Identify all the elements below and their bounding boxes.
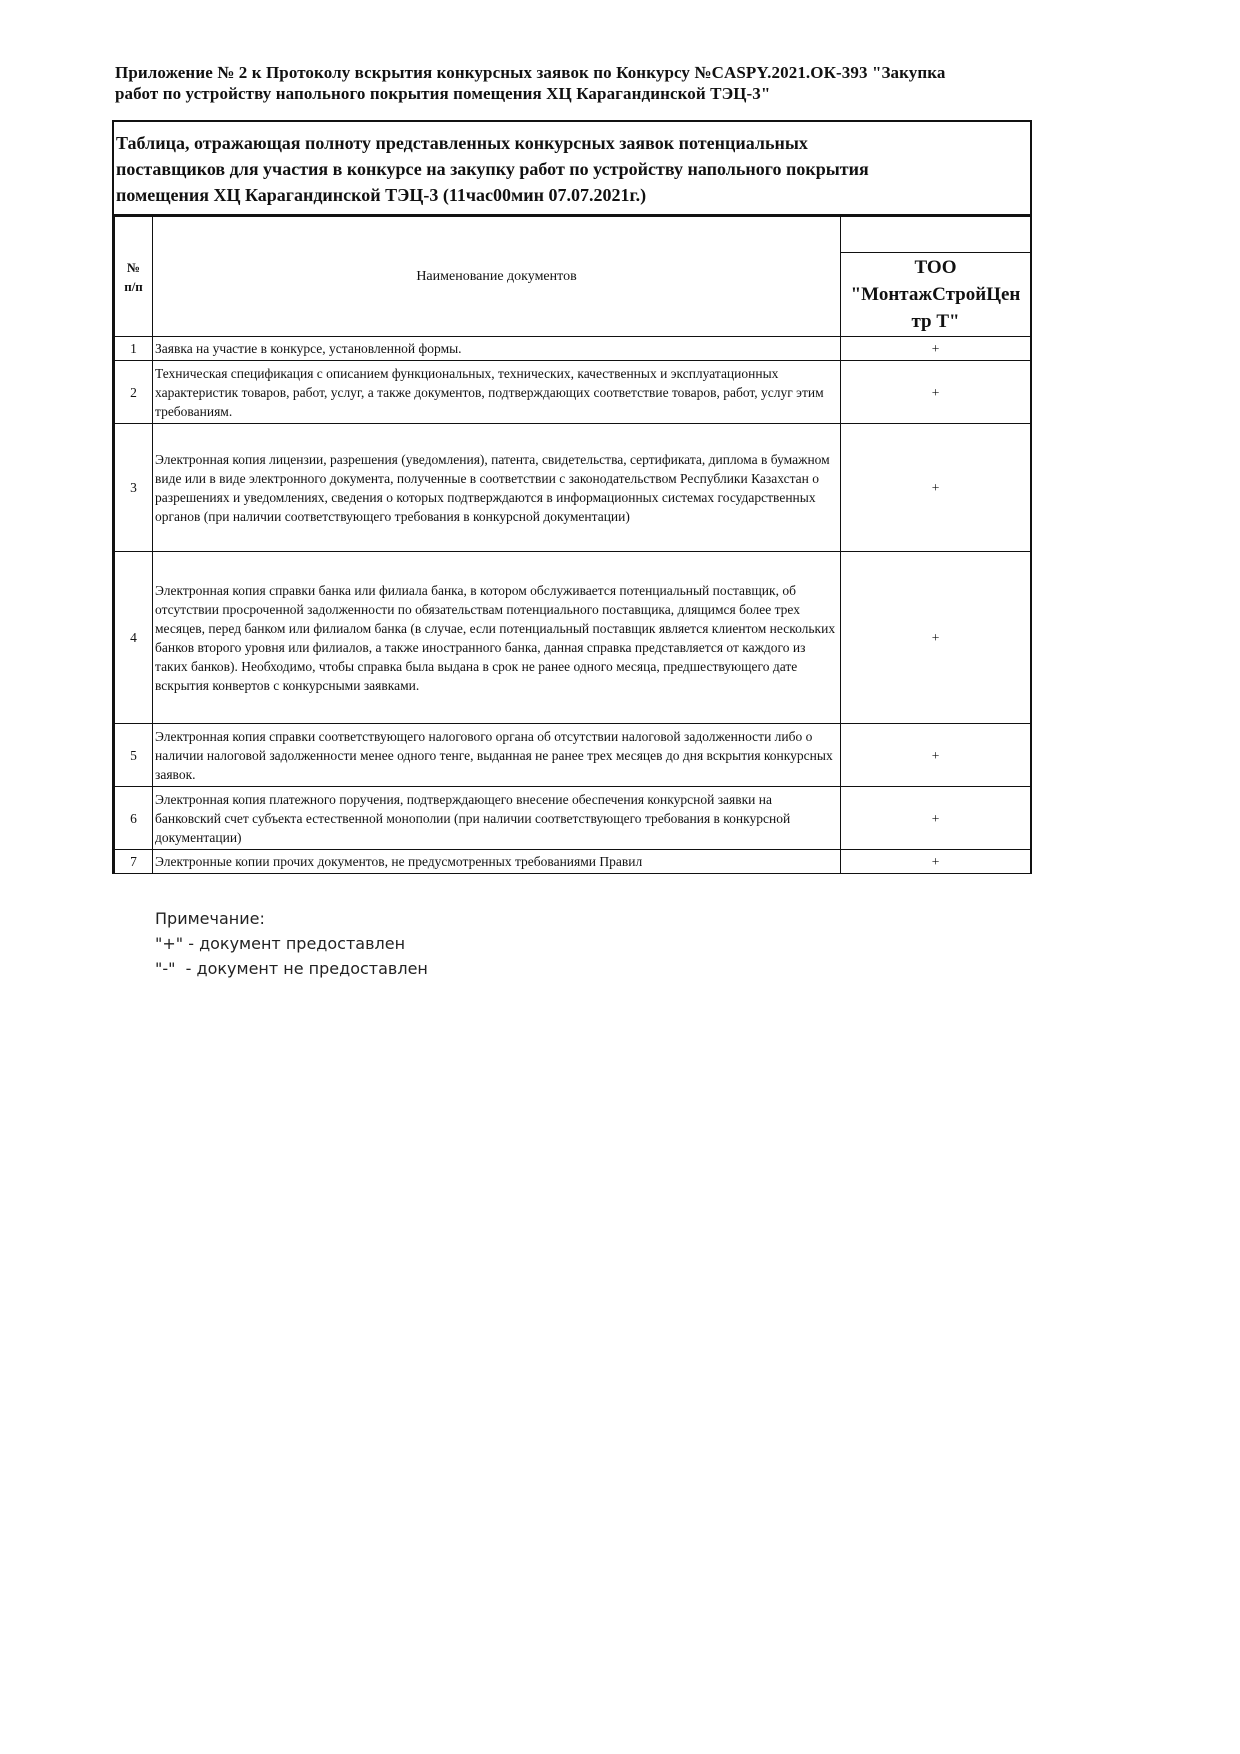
status-mark: + [841,361,1031,424]
status-mark: + [841,724,1031,787]
row-number: 5 [115,724,153,787]
document-name: Электронные копии прочих документов, не предусмотренных требованиями Правил [153,850,841,874]
document-name: Техническая спецификация с описанием функциональных, технических, качественных и эксплуатационных характеристик товаров, работ, услуг, а также документов, подтверждающих соответствие товаров, работ, услуг этим требованиям. [153,361,841,424]
document-name: Электронная копия платежного поручения, подтверждающего внесение обеспечения конкурсной заявки на банковский счет субъекта естественной монополии (при наличии соответствующего требования в конкурсной документации) [153,787,841,850]
status-mark: + [841,850,1031,874]
header-line-1: Приложение № 2 к Протоколу вскрытия конкурсных заявок по Конкурсу №CASPY.2021.ОК-393 "Закупка [115,63,946,82]
table-row [115,361,1031,424]
document-header [115,62,1035,104]
row-number: 3 [115,424,153,552]
header-line-2: работ по устройству напольного покрытия помещения ХЦ Карагандинской ТЭЦ-3" [115,84,771,103]
supplier-name-line-2: "МонтажСтройЦен [850,284,1021,305]
table-row [115,850,1031,874]
table-row [115,424,1031,552]
row-number: 4 [115,552,153,724]
column-header-number [115,217,153,337]
legend-note [155,906,428,981]
table-row [115,724,1031,787]
completeness-table-frame [112,120,1032,874]
column-header-number-line-1: № [126,259,141,275]
note-minus-legend: "-" - документ не предоставлен [155,959,428,978]
note-plus-legend: "+" - документ предоставлен [155,934,406,953]
table-row [115,552,1031,724]
table-title-line-2: поставщиков для участия в конкурсе на закупку работ по устройству напольного покрытия [116,159,869,179]
row-number: 6 [115,787,153,850]
column-header-documents: Наименование документов [153,217,841,337]
status-mark: + [841,424,1031,552]
table-row [115,337,1031,361]
table-header-spacer-row [115,217,1031,253]
row-number: 1 [115,337,153,361]
status-mark: + [841,337,1031,361]
supplier-header-blank-cell [841,217,1031,253]
supplier-name-line-1: ТОО [914,257,957,278]
table-title-line-3: помещения ХЦ Карагандинской ТЭЦ-3 (11час00мин 07.07.2021г.) [116,185,647,205]
document-name: Заявка на участие в конкурсе, установленной формы. [153,337,841,361]
document-name: Электронная копия справки банка или филиала банка, в котором обслуживается потенциальный поставщик, об отсутствии просроченной задолженности по обязательствам потенциального поставщика, длящимся более трех месяцев, перед банком или филиалом банка (в случае, если потенциальный поставщик является клиентом нескольких банков второго уровня или филиалов, а также иностранного банка, данная справка представляется от каждого из таких банков). Необходимо, чтобы справка была выдана в срок не ранее одного месяца, предшествующего дате вскрытия конвертов с конкурсными заявками. [153,552,841,724]
row-number: 7 [115,850,153,874]
table-title [114,122,1030,216]
column-header-number-line-2: п/п [124,278,143,294]
note-title: Примечание: [155,909,265,928]
column-header-supplier [841,253,1031,337]
supplier-name-line-3: тр Т" [911,311,960,332]
status-mark: + [841,552,1031,724]
status-mark: + [841,787,1031,850]
document-name: Электронная копия справки соответствующего налогового органа об отсутствии налоговой задолженности либо о наличии налоговой задолженности менее одного тенге, выданная не ранее трех месяцев до дня вскрытия конкурсных заявок. [153,724,841,787]
document-name: Электронная копия лицензии, разрешения (уведомления), патента, свидетельства, сертификата, диплома в бумажном виде или в виде электронного документа, полученные в соответствии с законодательством Республики Казахстан о разрешениях и уведомлениях, сведения о которых подтверждаются в информационных системах государственных органов (при наличии соответствующего требования в конкурсной документации) [153,424,841,552]
documents-table [114,216,1031,874]
table-row [115,787,1031,850]
table-title-line-1: Таблица, отражающая полноту представленных конкурсных заявок потенциальных [116,133,808,153]
row-number: 2 [115,361,153,424]
